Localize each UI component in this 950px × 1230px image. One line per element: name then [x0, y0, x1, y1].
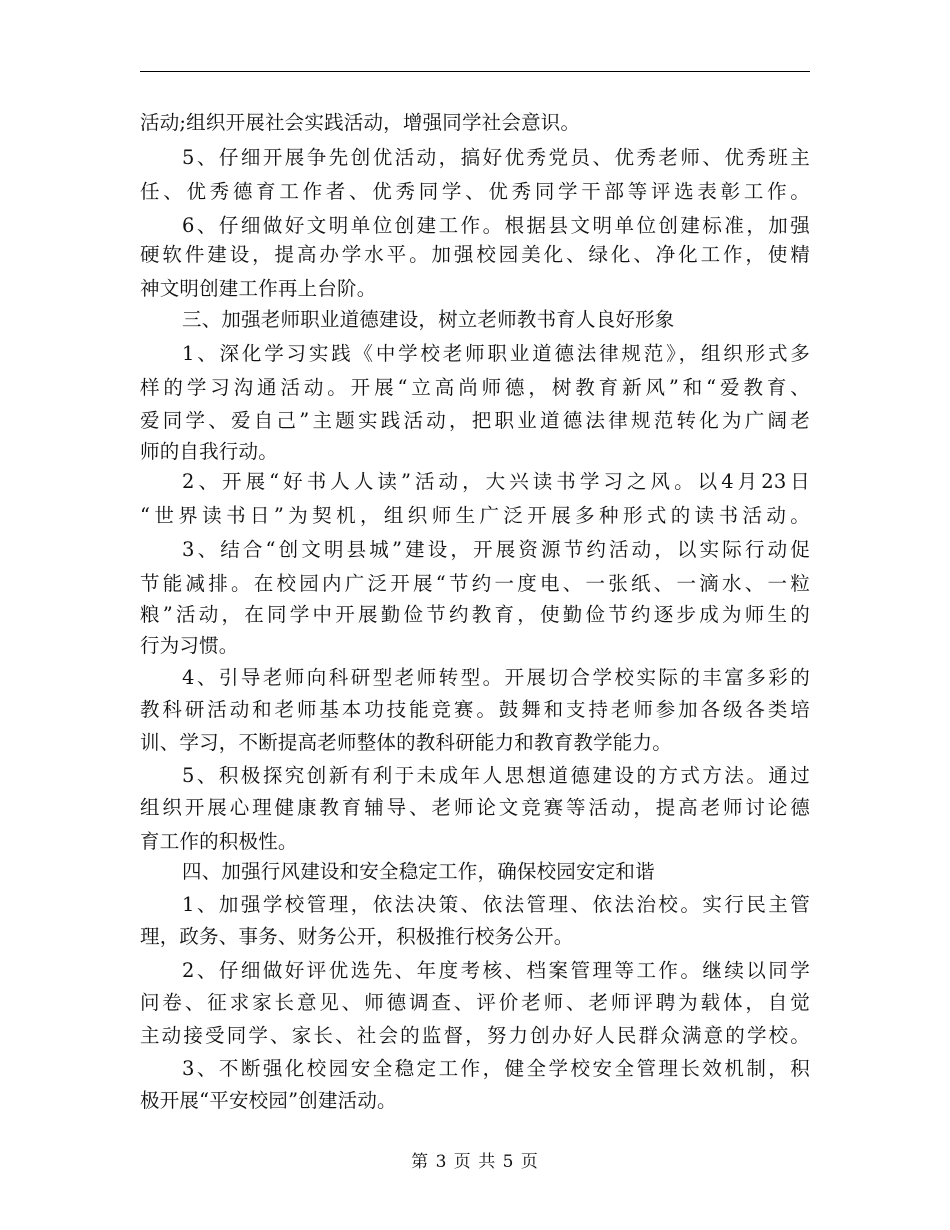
text-line: 组织开展心理健康教育辅导、老师论文竞赛等活动，提高老师讨论德	[140, 796, 810, 819]
text-line: 4、引导老师向科研型老师转型。开展切合学校实际的丰富多彩的	[182, 666, 810, 689]
document-body	[140, 0, 810, 1230]
text-line: 主动接受同学、家长、社会的监督，努力创办好人民群众满意的学校。	[140, 1024, 810, 1047]
text-line: 粮”活动，在同学中开展勤俭节约教育，使勤俭节约逐步成为师生的	[140, 603, 810, 626]
text-line: 训、学习，不断提高老师整体的教科研能力和教育教学能力。	[140, 731, 672, 754]
text-line: 活动;组织开展社会实践活动，增强同学社会意识。	[140, 111, 581, 134]
text-line: 问卷、征求家长意见、师德调查、评价老师、老师评聘为载体，自觉	[140, 991, 810, 1014]
text-line: 节能减排。在校园内广泛开展“节约一度电、一张纸、一滴水、一粒	[140, 572, 810, 595]
text-line: 师的自我行动。	[140, 440, 278, 463]
text-line: 硬软件建设，提高办学水平。加强校园美化、绿化、净化工作，使精	[140, 243, 810, 266]
text-line: 教科研活动和老师基本功技能竞赛。鼓舞和支持老师参加各级各类培	[140, 698, 810, 721]
text-line: 极开展“平安校园”创建活动。	[140, 1089, 397, 1112]
text-line: 育工作的积极性。	[140, 830, 298, 853]
section-heading: 三、加强老师职业道德建设，树立老师教书育人良好形象	[182, 308, 675, 331]
page-footer: 第 3 页 共 5 页	[411, 1152, 539, 1172]
text-line: “世界读书日”为契机，组织师生广泛开展多种形式的读书活动。	[140, 504, 810, 527]
text-line: 1、加强学校管理，依法决策、依法管理、依法治校。实行民主管	[182, 893, 810, 916]
text-line: 样的学习沟通活动。开展“立高尚师德，树教育新风”和“爱教育、	[140, 376, 810, 399]
text-line: 3、不断强化校园安全稳定工作，健全学校安全管理长效机制，积	[182, 1057, 810, 1080]
text-line: 任、优秀德育工作者、优秀同学、优秀同学干部等评选表彰工作。	[140, 180, 810, 203]
text-line: 6、仔细做好文明单位创建工作。根据县文明单位创建标准，加强	[182, 214, 810, 237]
text-line: 2、仔细做好评优选先、年度考核、档案管理等工作。继续以同学	[182, 959, 810, 982]
text-line: 爱同学、爱自己”主题实践活动，把职业道德法律规范转化为广阔老	[140, 409, 810, 432]
section-heading: 四、加强行风建设和安全稳定工作，确保校园安定和谐	[182, 860, 655, 883]
text-line: 2、开展“好书人人读”活动，大兴读书学习之风。以4月23日	[182, 470, 810, 493]
text-line: 1、深化学习实践《中学校老师职业道德法律规范》，组织形式多	[182, 342, 810, 365]
text-line: 神文明创建工作再上台阶。	[140, 277, 377, 300]
text-line: 3、结合“创文明县城”建设，开展资源节约活动，以实际行动促	[182, 538, 810, 561]
text-line: 行为习惯。	[140, 634, 239, 657]
text-line: 理，政务、事务、财务公开，积极推行校务公开。	[140, 925, 574, 948]
text-line: 5、仔细开展争先创优活动，搞好优秀党员、优秀老师、优秀班主	[182, 146, 810, 169]
text-line: 5、积极探究创新有利于未成年人思想道德建设的方式方法。通过	[182, 764, 810, 787]
